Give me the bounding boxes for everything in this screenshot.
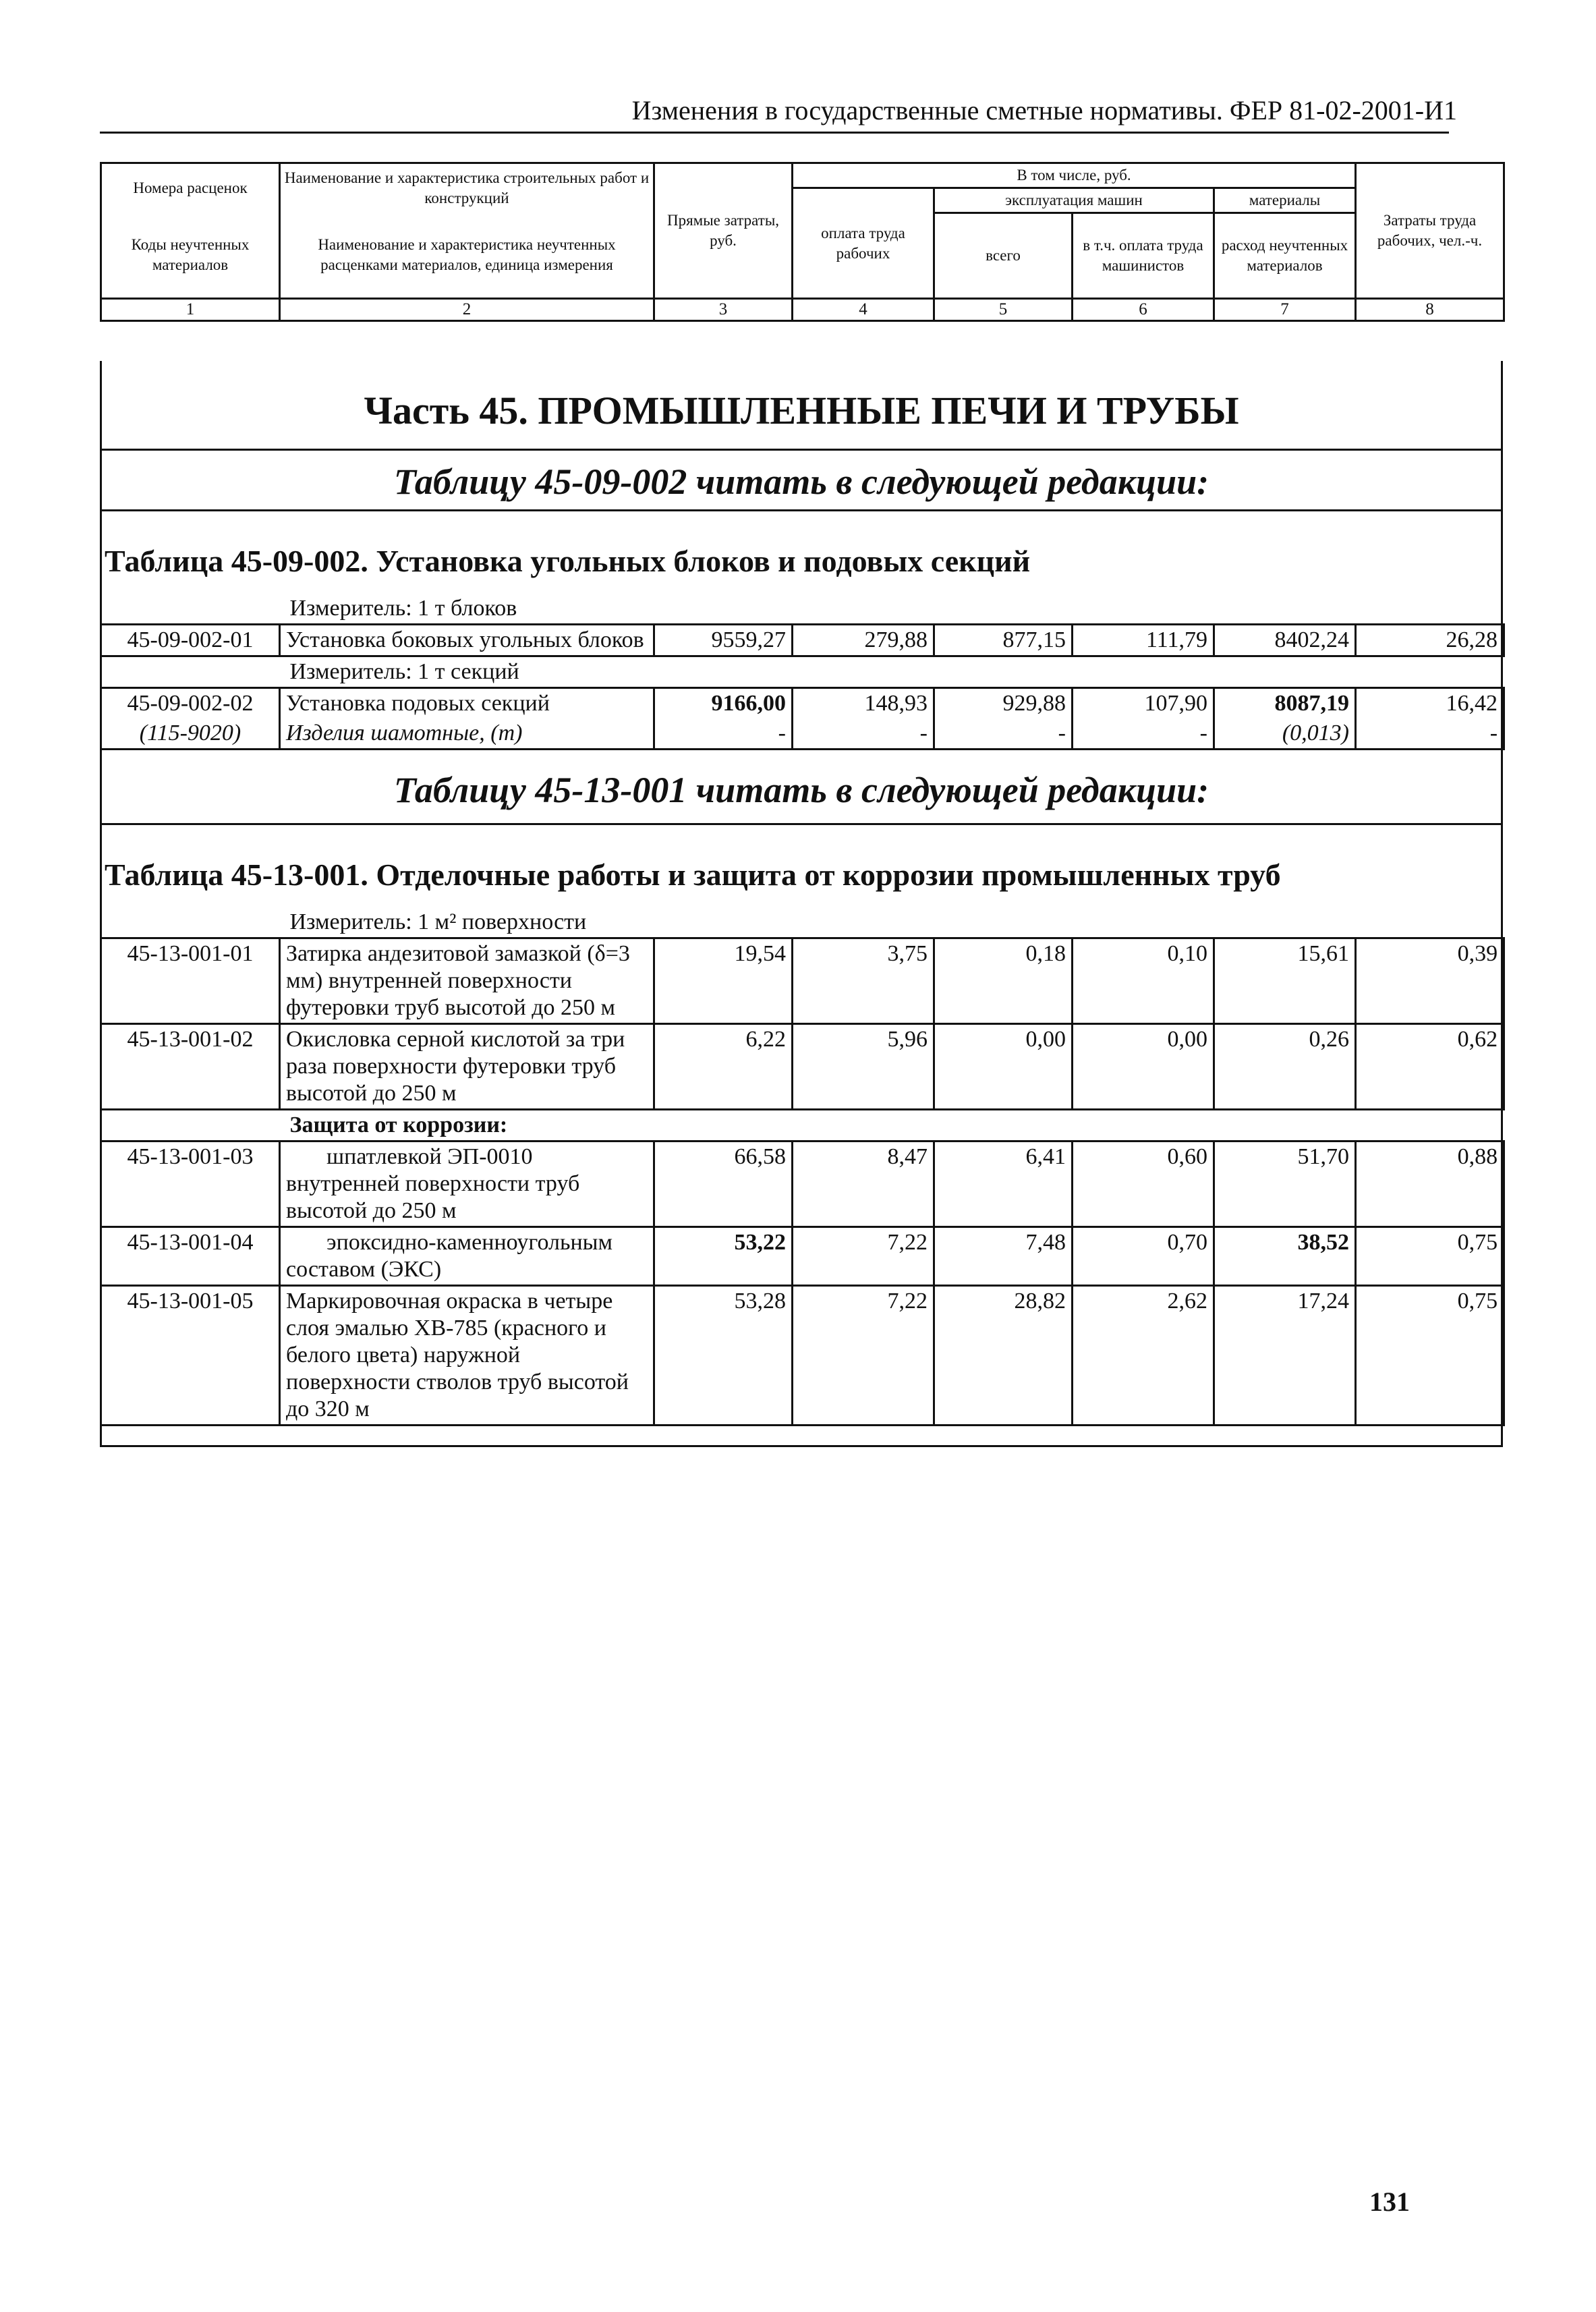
rate-code: 45-13-001-01 <box>101 938 280 1024</box>
materials-cost: 38,52 <box>1214 1227 1356 1286</box>
col-number: 4 <box>793 299 934 321</box>
machinist-wages: - <box>1073 718 1214 750</box>
col2-top-header: Наименование и характеристика строительных работ и конструкций <box>280 163 654 213</box>
worker-wages: 3,75 <box>793 938 934 1024</box>
machines-total: 929,88 <box>934 688 1073 719</box>
col-number: 3 <box>654 299 793 321</box>
labor-hours: 26,28 <box>1356 625 1504 656</box>
col4-header: оплата труда рабочих <box>793 188 934 299</box>
worker-wages: 279,88 <box>793 625 934 656</box>
rate-code: 45-13-001-03 <box>101 1141 280 1227</box>
worker-wages: 5,96 <box>793 1024 934 1110</box>
direct-costs: - <box>654 718 793 750</box>
table-row <box>101 1141 1504 1227</box>
direct-costs: 53,28 <box>654 1286 793 1426</box>
meter-label: Измеритель: 1 т блоков <box>101 594 1504 625</box>
worker-wages: 8,47 <box>793 1141 934 1227</box>
rate-name: эпоксидно-каменноугольным составом (ЭКС) <box>280 1227 654 1286</box>
col5-header: всего <box>934 213 1073 299</box>
redaction-note-2: Таблицу 45-13-001 читать в следующей редакции: <box>393 770 1209 810</box>
part-title: Часть 45. ПРОМЫШЛЕННЫЕ ПЕЧИ И ТРУБЫ <box>364 389 1239 432</box>
machinist-wages: 0,10 <box>1073 938 1214 1024</box>
direct-costs: 9166,00 <box>654 688 793 719</box>
labor-hours: 0,75 <box>1356 1286 1504 1426</box>
col3-header: Прямые затраты, руб. <box>654 163 793 299</box>
table-1-title: Таблица 45-09-002. Установка угольных блоков и подовых секций <box>105 544 1031 578</box>
materials-consumption: (0,013) <box>1214 718 1356 750</box>
worker-wages: - <box>793 718 934 750</box>
materials-cost: 17,24 <box>1214 1286 1356 1426</box>
worker-wages: 7,22 <box>793 1286 934 1426</box>
col-number: 2 <box>280 299 654 321</box>
machinist-wages: 0,60 <box>1073 1141 1214 1227</box>
worker-wages: 148,93 <box>793 688 934 719</box>
worker-wages: 7,22 <box>793 1227 934 1286</box>
machines-total: 6,41 <box>934 1141 1073 1227</box>
header-rule <box>100 132 1449 134</box>
meter-label: Измеритель: 1 м² поверхности <box>101 907 1504 938</box>
rate-name: шпатлевкой ЭП-0010 внутренней поверхности труб высотой до 250 м <box>280 1141 654 1227</box>
rate-name: Маркировочная окраска в четыре слоя эмалью ХВ-785 (красного и белого цвета) наружной поверхности стволов труб высотой до 320 м <box>280 1286 654 1426</box>
labor-hours: 16,42 <box>1356 688 1504 719</box>
rate-code: 45-13-001-04 <box>101 1227 280 1286</box>
material-code: (115-9020) <box>101 718 280 750</box>
machines-total: - <box>934 718 1073 750</box>
redaction-note-1: Таблицу 45-09-002 читать в следующей редакции: <box>393 461 1209 502</box>
rate-code: 45-13-001-05 <box>101 1286 280 1426</box>
table-row <box>101 688 1504 719</box>
table-row <box>101 625 1504 656</box>
table-subrow <box>101 718 1504 750</box>
machines-total: 28,82 <box>934 1286 1073 1426</box>
rate-name: Установка подовых секций <box>280 688 654 719</box>
machines-total: 0,18 <box>934 938 1073 1024</box>
divider <box>100 449 1503 451</box>
running-head: Изменения в государственные сметные нормативы. ФЕР 81-02-2001-И1 <box>631 95 1457 125</box>
column-header-table <box>100 162 1505 322</box>
rate-code: 45-09-002-02 <box>101 688 280 719</box>
col-number: 8 <box>1356 299 1504 321</box>
materials-cost: 8402,24 <box>1214 625 1356 656</box>
labor-hours: 0,75 <box>1356 1227 1504 1286</box>
direct-costs: 19,54 <box>654 938 793 1024</box>
rate-code: 45-09-002-01 <box>101 625 280 656</box>
rate-name: Окисловка серной кислотой за три раза поверхности футеровки труб высотой до 250 м <box>280 1024 654 1110</box>
table-1 <box>100 594 1505 750</box>
group-header: В том числе, руб. <box>793 163 1356 188</box>
table-2-title: Таблица 45-13-001. Отделочные работы и защита от коррозии промышленных труб <box>105 857 1281 892</box>
direct-costs: 9559,27 <box>654 625 793 656</box>
table-2 <box>100 907 1505 1426</box>
page-number: 131 <box>1369 2187 1410 2217</box>
divider <box>100 823 1503 825</box>
col1-top-header: Номера расценок <box>101 163 280 213</box>
labor-hours: 0,88 <box>1356 1141 1504 1227</box>
machinist-wages: 111,79 <box>1073 625 1214 656</box>
direct-costs: 6,22 <box>654 1024 793 1110</box>
col-number: 1 <box>101 299 280 321</box>
meter-label: Измеритель: 1 т секций <box>101 656 1504 688</box>
rate-code: 45-13-001-02 <box>101 1024 280 1110</box>
labor-hours: 0,62 <box>1356 1024 1504 1110</box>
col-number: 6 <box>1073 299 1214 321</box>
machinist-wages: 2,62 <box>1073 1286 1214 1426</box>
machines-total: 0,00 <box>934 1024 1073 1110</box>
machinist-wages: 107,90 <box>1073 688 1214 719</box>
labor-hours: 0,39 <box>1356 938 1504 1024</box>
machinist-wages: 0,00 <box>1073 1024 1214 1110</box>
col1-bottom-header: Коды неучтенных материалов <box>101 213 280 299</box>
rate-name: Затирка андезитовой замазкой (δ=3 мм) внутренней поверхности футеровки труб высотой до 250 м <box>280 938 654 1024</box>
machinist-wages: 0,70 <box>1073 1227 1214 1286</box>
labor-hours: - <box>1356 718 1504 750</box>
materials-cost: 8087,19 <box>1214 688 1356 719</box>
table-row <box>101 1286 1504 1426</box>
rate-name: Установка боковых угольных блоков <box>280 625 654 656</box>
col6-header: в т.ч. оплата труда машинистов <box>1073 213 1214 299</box>
direct-costs: 53,22 <box>654 1227 793 1286</box>
col-number: 7 <box>1214 299 1356 321</box>
table-row <box>101 938 1504 1024</box>
divider <box>100 509 1503 511</box>
col2-bottom-header: Наименование и характеристика неучтенных расценками материалов, единица измерения <box>280 213 654 299</box>
col-number: 5 <box>934 299 1073 321</box>
materials-header: материалы <box>1214 188 1356 213</box>
materials-cost: 15,61 <box>1214 938 1356 1024</box>
materials-cost: 0,26 <box>1214 1024 1356 1110</box>
machines-total: 877,15 <box>934 625 1073 656</box>
materials-cost: 51,70 <box>1214 1141 1356 1227</box>
col8-header: Затраты труда рабочих, чел.-ч. <box>1356 163 1504 299</box>
direct-costs: 66,58 <box>654 1141 793 1227</box>
material-name: Изделия шамотные, (т) <box>280 718 654 750</box>
section-subheading: Защита от коррозии: <box>101 1110 1504 1141</box>
machines-header: эксплуатация машин <box>934 188 1214 213</box>
table-row <box>101 1227 1504 1286</box>
col7-header: расход неучтенных материалов <box>1214 213 1356 299</box>
table-row <box>101 1024 1504 1110</box>
machines-total: 7,48 <box>934 1227 1073 1286</box>
